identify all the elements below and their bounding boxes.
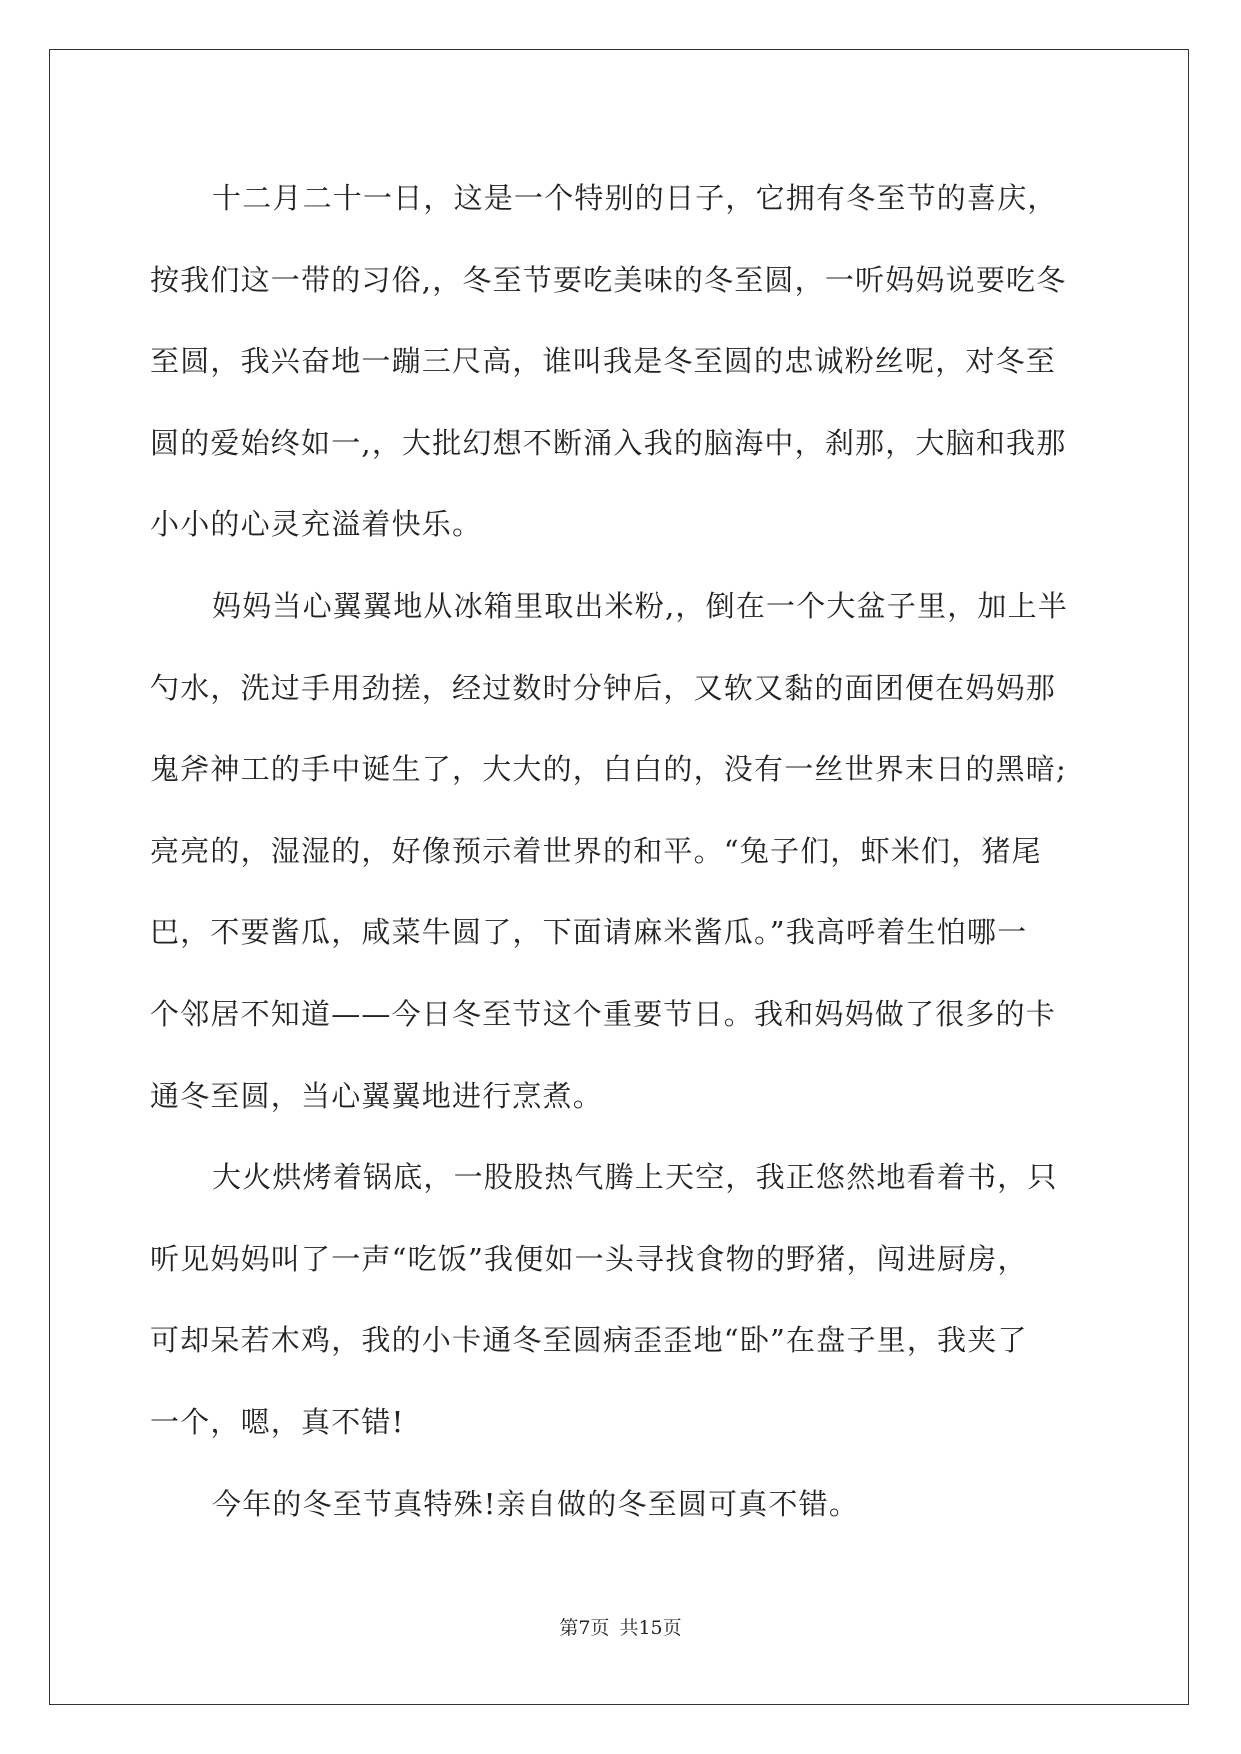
text-line: 个邻居不知道——今日冬至节这个重要节日。我和妈妈做了很多的卡 <box>150 996 1057 1031</box>
text-line: 今年的冬至节真特殊!亲自做的冬至圆可真不错。 <box>212 1486 860 1521</box>
text-line: 小小的心灵充溢着快乐。 <box>150 507 483 542</box>
paragraph-2 <box>150 566 1096 1137</box>
text-line: 至圆，我兴奋地一蹦三尺高，谁叫我是冬至圆的忠诚粉丝呢，对冬至 <box>150 344 1057 379</box>
text-line: 可却呆若木鸡，我的小卡通冬至圆病歪歪地“卧”在盘子里，我夹了 <box>150 1323 1028 1358</box>
text-line: 亮亮的，湿湿的，好像预示着世界的和平。“兔子们，虾米们，猪尾 <box>150 833 1042 868</box>
text-line: 巴，不要酱瓜，咸菜牛圆了，下面请麻米酱瓜。”我高呼着生怕哪一 <box>150 915 1028 950</box>
text-line: 大火烘烤着锅底，一股股热气腾上天空，我正悠然地看着书，只 <box>212 1160 1058 1195</box>
document-body <box>150 158 1096 1545</box>
text-line: 圆的爱始终如一,，大批幻想不断涌入我的脑海中，刹那，大脑和我那 <box>150 425 1067 460</box>
text-line: 勺水，洗过手用劲搓，经过数时分钟后，又软又黏的面团便在妈妈那 <box>150 670 1057 705</box>
text-line: 按我们这一带的习俗,，冬至节要吃美味的冬至圆，一听妈妈说要吃冬 <box>150 262 1067 297</box>
page-total: 共15页 <box>619 1617 682 1639</box>
paragraph-3 <box>150 1137 1096 1463</box>
text-line: 听见妈妈叫了一声“吃饭”我便如一头寻找食物的野猪，闯进厨房， <box>150 1241 1028 1276</box>
text-line: 一个，嗯，真不错! <box>150 1404 405 1439</box>
text-line: 十二月二十一日，这是一个特别的日子，它拥有冬至节的喜庆， <box>212 181 1058 215</box>
text-line: 通冬至圆，当心翼翼地进行烹煮。 <box>150 1078 604 1113</box>
paragraph-4 <box>150 1464 1096 1546</box>
paragraph-1 <box>150 158 1096 566</box>
page-footer <box>0 1613 1241 1640</box>
text-line: 妈妈当心翼翼地从冰箱里取出米粉,，倒在一个大盆子里，加上半 <box>212 588 1069 623</box>
page-number: 第7页 <box>559 1617 610 1639</box>
text-line: 鬼斧神工的手中诞生了，大大的，白白的，没有一丝世界末日的黑暗; <box>150 752 1067 787</box>
